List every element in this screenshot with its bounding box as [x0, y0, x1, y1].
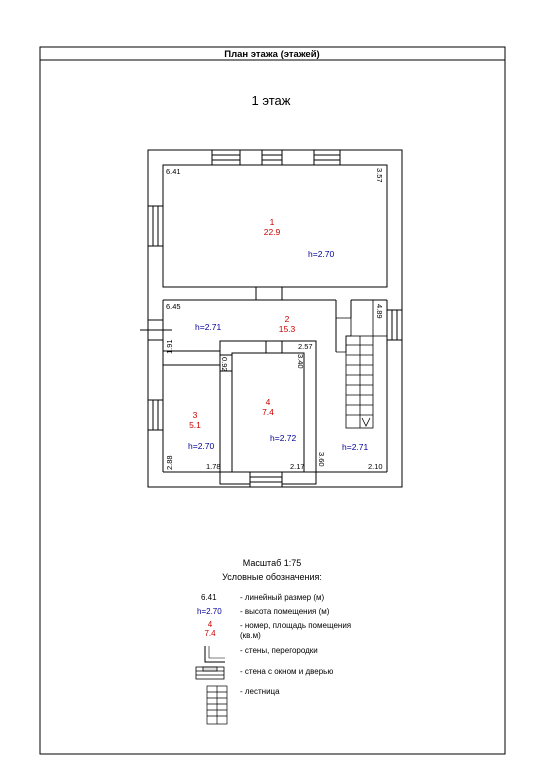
stair — [336, 300, 387, 428]
dim-r3-left-bottom: 2.88 — [165, 455, 174, 470]
legend-text-room: - номер, площадь помещения — [240, 621, 352, 630]
legend-window-door-symbol — [196, 667, 224, 679]
window-top-left — [212, 150, 240, 165]
window-left-room1 — [148, 206, 163, 246]
legend-text-room-unit: (кв.м) — [240, 631, 261, 640]
room-1-number: 1 — [269, 217, 275, 227]
legend-text-window-door: - стена с окном и дверью — [240, 667, 334, 676]
room-labels — [188, 217, 369, 452]
legend — [196, 558, 351, 724]
dim-r1-top: 6.41 — [166, 167, 181, 176]
legend-symbol-height: h=2.70 — [197, 607, 222, 616]
room-4-height: h=2.72 — [270, 433, 297, 443]
room-4-area: 7.4 — [262, 407, 274, 417]
legend-text-walls: - стены, перегородки — [240, 646, 318, 655]
floor-label: 1 этаж — [251, 93, 291, 108]
window-left-room3 — [148, 400, 163, 430]
door-room1-room2 — [256, 287, 282, 300]
dim-r4-bottom: 2.17 — [290, 462, 305, 471]
legend-text-stair: - лестница — [240, 687, 280, 696]
room-2-number: 2 — [284, 314, 290, 324]
legend-scale: Масштаб 1:75 — [242, 558, 302, 568]
stair-height: h=2.71 — [342, 442, 369, 452]
dim-stair-bottom: 2.10 — [368, 462, 383, 471]
legend-symbol-room-area: 7.4 — [204, 629, 216, 638]
legend-wall-symbol — [205, 646, 225, 662]
window-bottom-room4 — [250, 472, 282, 487]
dim-r3-left-top: 1.91 — [165, 339, 174, 354]
room-1-outline — [163, 165, 387, 287]
room-3-area: 5.1 — [189, 420, 201, 430]
door-room4 — [266, 341, 282, 353]
window-right-stair — [387, 310, 402, 340]
window-top-middle — [262, 150, 282, 165]
dim-r4-top: 2.57 — [298, 342, 313, 351]
sheet-title: План этажа (этажей) — [224, 49, 320, 60]
room-4-number: 4 — [265, 397, 271, 407]
legend-heading: Условные обозначения: — [222, 572, 322, 582]
dim-r4-left: 0.92 — [220, 357, 229, 372]
room-2-height: h=2.71 — [195, 322, 222, 332]
legend-text-dimension: - линейный размер (м) — [240, 593, 325, 602]
dim-stair-left: 3.60 — [317, 452, 326, 467]
legend-stair-symbol — [207, 686, 227, 724]
room-1-area: 22.9 — [263, 227, 281, 237]
room-3-height: h=2.70 — [188, 441, 215, 451]
dim-r3-bottom: 1.78 — [206, 462, 221, 471]
room-3-number: 3 — [192, 410, 198, 420]
window-top-right — [314, 150, 340, 165]
dim-r2-top: 6.45 — [166, 302, 181, 311]
legend-text-height: - высота помещения (м) — [240, 607, 330, 616]
room-1-height: h=2.70 — [308, 249, 335, 259]
dim-r4-right: 3.40 — [296, 354, 305, 369]
room-2-area: 15.3 — [278, 324, 296, 334]
dim-r1-right: 3.57 — [375, 168, 384, 183]
dim-r2-right: 4.89 — [375, 304, 384, 319]
legend-symbol-dimension: 6.41 — [201, 593, 217, 602]
legend-symbol-room-number: 4 — [207, 620, 213, 629]
